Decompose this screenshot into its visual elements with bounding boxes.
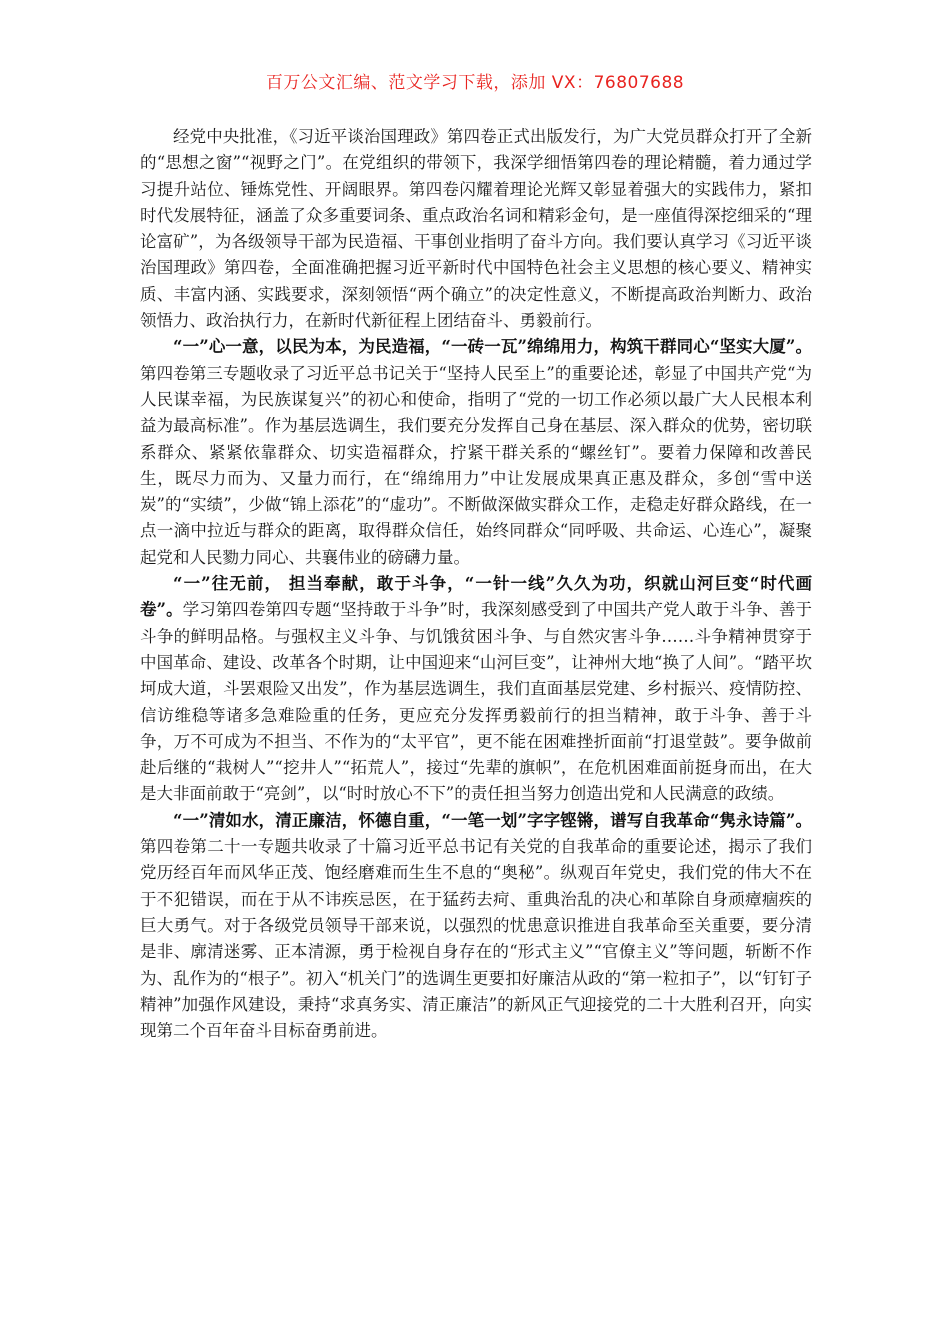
paragraph-intro xyxy=(140,124,812,334)
paragraph-body: 第四卷第三专题收录了习近平总书记关于“坚持人民至上”的重要论述，彰显了中国共产党“为人民谋幸福，为民族谋复兴”的初心和使命，指明了“党的一切工作必须以最广大人民根本利益为最高标准”。作为基层选调生，我们要充分发挥自己身在基层、深入群众的优势，密切联系群众、紧紧依靠群众、切实造福群众，拧紧干群关系的“螺丝钉”。要着力保障和改善民生，既尽力而为、又量力而行，在“绵绵用力”中让发展成果真正惠及群众，多创“雪中送炭”的“实绩”，少做“锦上添花”的“虚功”。不断做深做实群众工作，走稳走好群众路线，在一点一滴中拉近与群众的距离，取得群众信任，始终同群众“同呼吸、共命运、心连心”，凝聚起党和人民勠力同心、共襄伟业的磅礴力量。 xyxy=(140,363,812,567)
paragraph-lead: “一”心一意，以民为本，为民造福，“一砖一瓦”绵绵用力，构筑干群同心“坚实大厦”。 xyxy=(173,337,812,357)
watermark-header: 百万公文汇编、范文学习下载，添加 VX：76807688 xyxy=(265,73,685,93)
paragraph-body: 学习第四卷第四专题“坚持敢于斗争”时，我深刻感受到了中国共产党人敢于斗争、善于斗争的鲜明品格。与强权主义斗争、与饥饿贫困斗争、与自然灾害斗争……斗争精神贯穿于中国革命、建设、改革各个时期，让中国迎来“山河巨变”，让神州大地“换了人间”。“踏平坎坷成大道，斗罢艰险又出发”，作为基层选调生，我们直面基层党建、乡村振兴、疫情防控、信访维稳等诸多急难险重的任务，更应充分发挥勇毅前行的担当精神，敢于斗争、善于斗争，万不可成为不担当、不作为的“太平官”，更不能在困难挫折面前“打退堂鼓”。要争做前赴后继的“栽树人”“挖井人”“拓荒人”，接过“先辈的旗帜”，在危机困难面前挺身而出，在大是大非面前敢于“亮剑”，以“时时放心不下”的责任担当努力创造出党和人民满意的政绩。 xyxy=(140,600,812,804)
paragraph-body: 第四卷第二十一专题共收录了十篇习近平总书记有关党的自我革命的重要论述，揭示了我们党历经百年而风华正茂、饱经磨难而生生不息的“奥秘”。纵观百年党史，我们党的伟大不在于不犯错误，而在于从不讳疾忌医，在于猛药去疴、重典治乱的决心和革除自身顽瘴痼疾的巨大勇气。对于各级党员领导干部来说，以强烈的忧患意识推进自我革命至关重要，要分清是非、廓清迷雾、正本清源，勇于检视自身存在的“形式主义”“官僚主义”等问题，斩断不作为、乱作为的“根子”。初入“机关门”的选调生更要扣好廉洁从政的“第一粒扣子”，以“钉钉子精神”加强作风建设，秉持“求真务实、清正廉洁”的新风正气迎接党的二十大胜利召开，向实现第二个百年奋斗目标奋勇前进。 xyxy=(140,837,812,1041)
paragraph-people-centered xyxy=(140,334,812,571)
paragraph-lead: “一”往无前， 担当奉献，敢于斗争，“一针一线”久久为功，织就山河巨变“时代画卷”。 xyxy=(140,574,812,620)
paragraph-lead: “一”清如水，清正廉洁，怀德自重，“一笔一划”字字铿锵，谱写自我革命“隽永诗篇”。 xyxy=(173,810,812,830)
paragraph-self-revolution xyxy=(140,808,812,1045)
paragraph-body: 经党中央批准，《习近平谈治国理政》第四卷正式出版发行，为广大党员群众打开了全新的“思想之窗”“视野之门”。在党组织的带领下，我深学细悟第四卷的理论精髓，着力通过学习提升站位、锤炼党性、开阔眼界。第四卷闪耀着理论光辉又彰显着强大的实践伟力，紧扣时代发展特征，涵盖了众多重要词条、重点政治名词和精彩金句，是一座值得深挖细采的“理论富矿”，为各级领导干部为民造福、干事创业指明了奋斗方向。我们要认真学习《习近平谈治国理政》第四卷，全面准确把握习近平新时代中国特色社会主义思想的核心要义、精神实质、丰富内涵、实践要求，深刻领悟“两个确立”的决定性意义，不断提高政治判断力、政治领悟力、政治执行力，在新时代新征程上团结奋斗、勇毅前行。 xyxy=(140,127,812,331)
paragraph-struggle xyxy=(140,571,812,808)
document-body xyxy=(140,124,812,1044)
